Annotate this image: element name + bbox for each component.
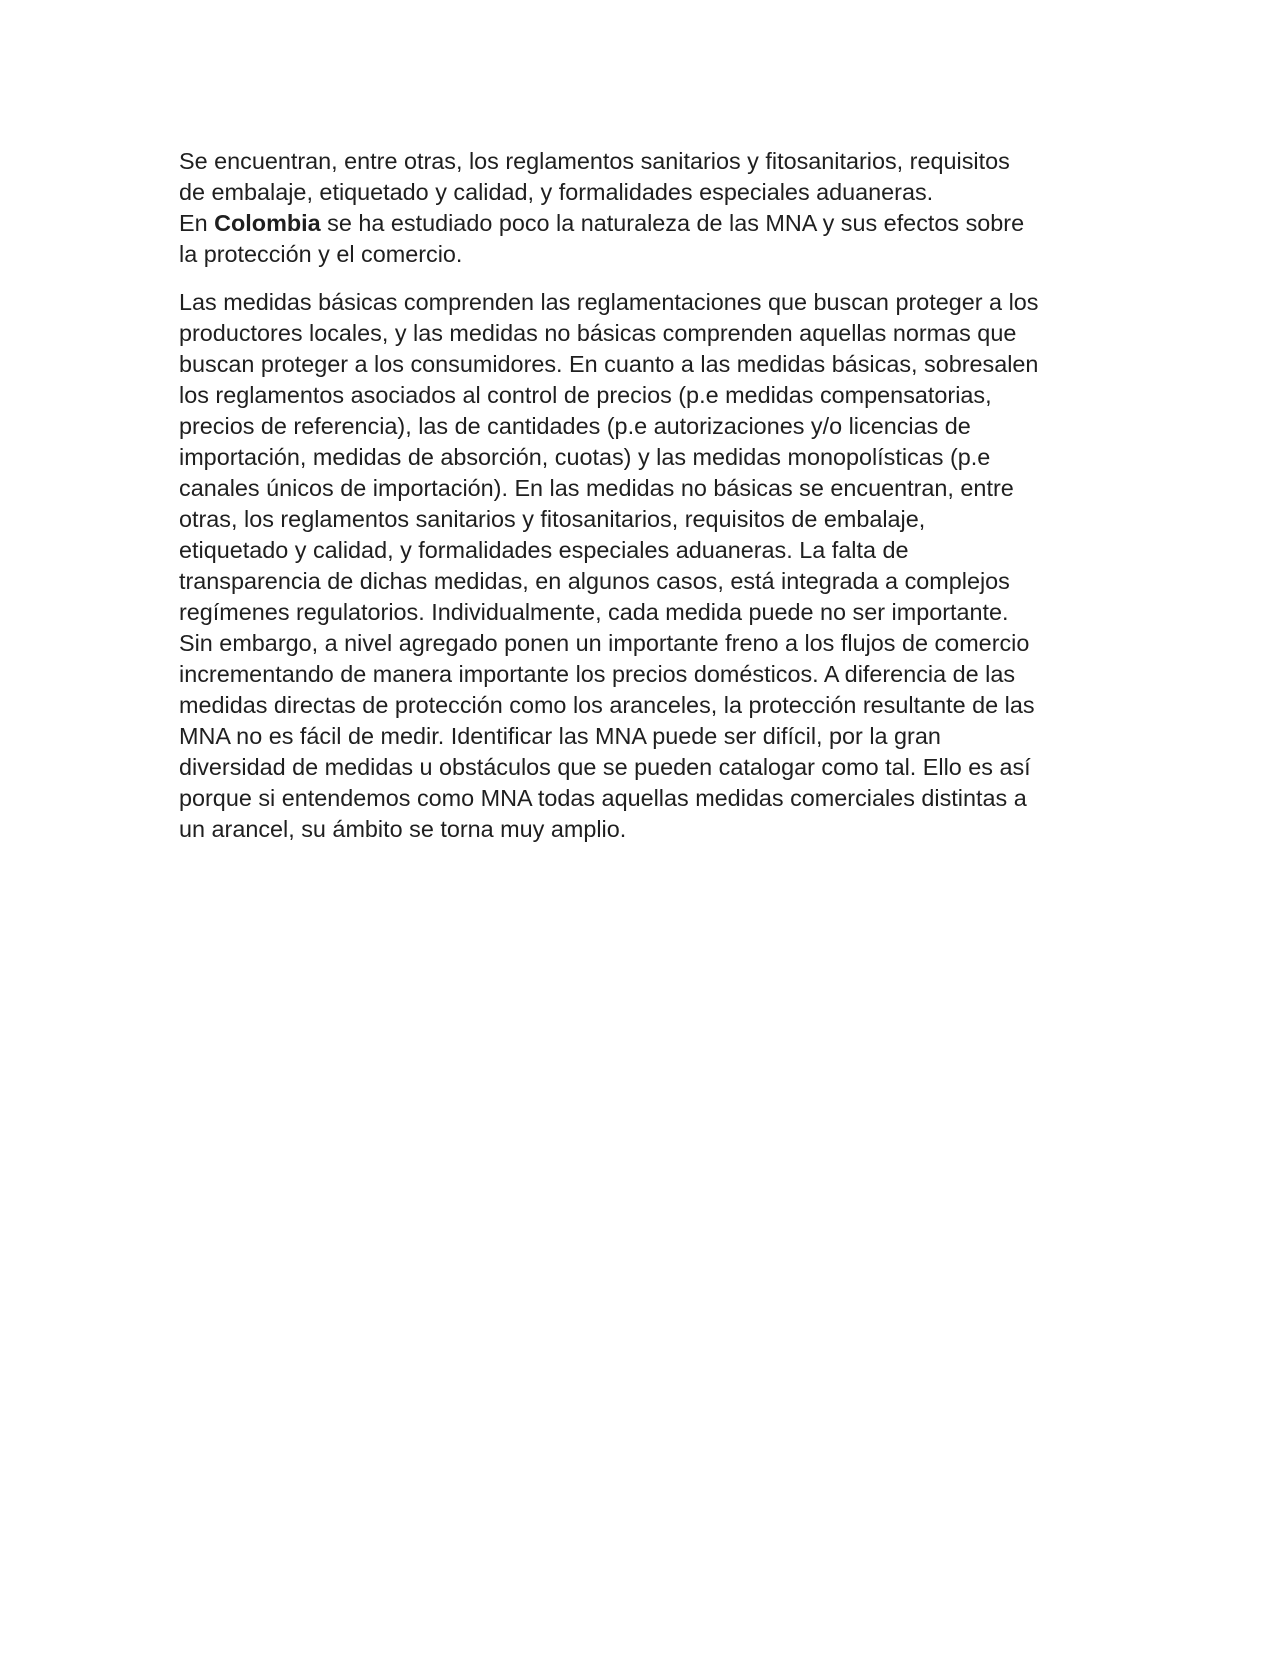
- text-line: canales únicos de importación). En las medidas no básicas se encuentran, entre: [179, 475, 1014, 501]
- paragraph-main: [179, 287, 1109, 845]
- text-line: medidas directas de protección como los aranceles, la protección resultante de las: [179, 692, 1035, 718]
- text-line: de embalaje, etiquetado y calidad, y formalidades especiales aduaneras.: [179, 179, 934, 205]
- text-line-colombia: [179, 208, 1109, 239]
- text-line: los reglamentos asociados al control de precios (p.e medidas compensatorias,: [179, 382, 992, 408]
- text-line: buscan proteger a los consumidores. En cuanto a las medidas básicas, sobresalen: [179, 351, 1039, 377]
- bold-term-colombia: Colombia: [214, 210, 321, 236]
- text-line: productores locales, y las medidas no básicas comprenden aquellas normas que: [179, 320, 1017, 346]
- document-body: [179, 146, 1109, 845]
- text-fragment: se ha estudiado poco la naturaleza de las MNA y sus efectos sobre: [320, 210, 1025, 236]
- text-line: transparencia de dichas medidas, en algunos casos, está integrada a complejos: [179, 568, 1010, 594]
- text-line: porque si entendemos como MNA todas aquellas medidas comerciales distintas a: [179, 785, 1027, 811]
- text-line: diversidad de medidas u obstáculos que se pueden catalogar como tal. Ello es así: [179, 754, 1031, 780]
- text-line: la protección y el comercio.: [179, 241, 463, 267]
- text-line: incrementando de manera importante los precios domésticos. A diferencia de las: [179, 661, 1016, 687]
- text-line: Se encuentran, entre otras, los reglamentos sanitarios y fitosanitarios, requisitos: [179, 148, 1010, 174]
- text-line: importación, medidas de absorción, cuotas) y las medidas monopolísticas (p.e: [179, 444, 991, 470]
- text-line: regímenes regulatorios. Individualmente, cada medida puede no ser importante.: [179, 599, 1009, 625]
- paragraph-intro: [179, 146, 1109, 270]
- text-line: un arancel, su ámbito se torna muy amplio.: [179, 816, 627, 842]
- text-line: Las medidas básicas comprenden las reglamentaciones que buscan proteger a los: [179, 289, 1039, 315]
- text-line: etiquetado y calidad, y formalidades especiales aduaneras. La falta de: [179, 537, 909, 563]
- text-fragment: En: [179, 210, 215, 236]
- text-line: Sin embargo, a nivel agregado ponen un importante freno a los flujos de comercio: [179, 630, 1030, 656]
- text-line: precios de referencia), las de cantidades (p.e autorizaciones y/o licencias de: [179, 413, 971, 439]
- text-line: MNA no es fácil de medir. Identificar las MNA puede ser difícil, por la gran: [179, 723, 941, 749]
- text-line: otras, los reglamentos sanitarios y fitosanitarios, requisitos de embalaje,: [179, 506, 926, 532]
